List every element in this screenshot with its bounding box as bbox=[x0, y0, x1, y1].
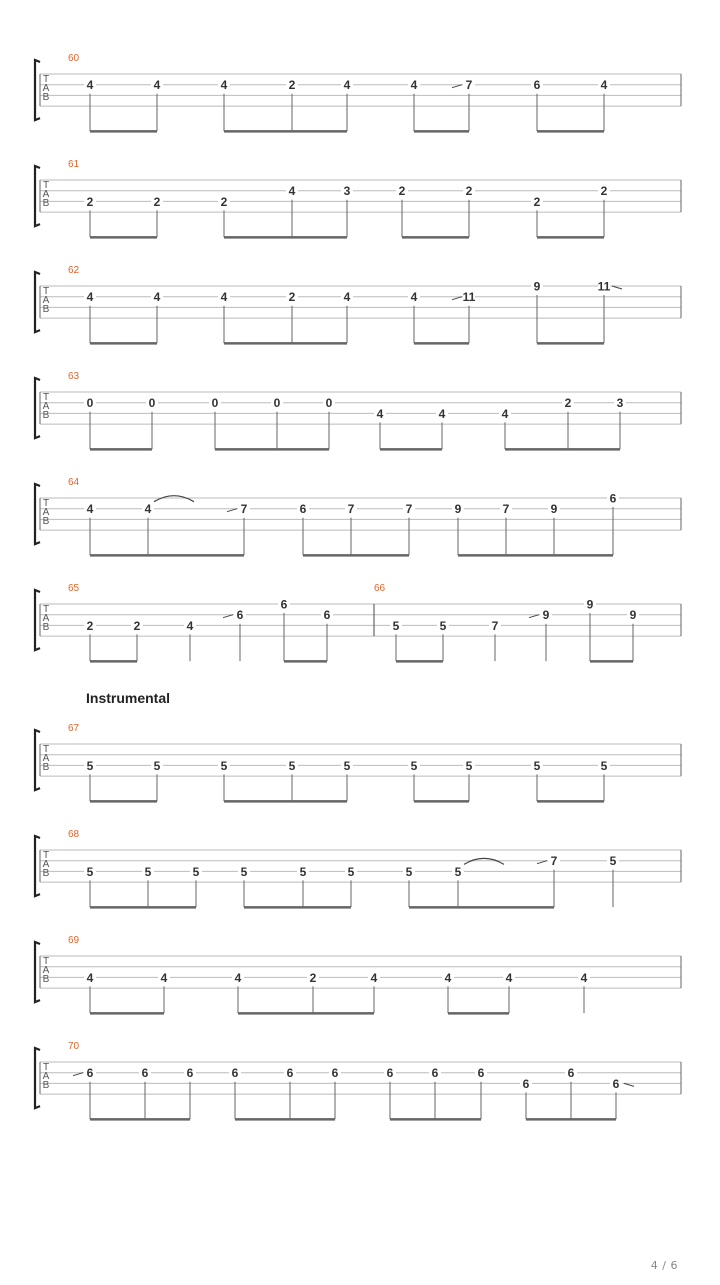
tie-arc bbox=[154, 496, 194, 502]
fret-number: 4 bbox=[86, 502, 94, 517]
beam bbox=[224, 236, 347, 239]
system-bracket bbox=[35, 1048, 40, 1108]
beam bbox=[396, 660, 443, 663]
measure-number: 68 bbox=[68, 829, 80, 840]
fret-number: 7 bbox=[550, 854, 558, 869]
tab-clef-letter: T bbox=[42, 392, 50, 403]
fret-number: 2 bbox=[533, 194, 541, 209]
tab-clef-letter: T bbox=[42, 604, 50, 615]
fret-number: 2 bbox=[398, 184, 406, 199]
fret-number: 3 bbox=[616, 396, 624, 411]
fret-number: 6 bbox=[323, 608, 331, 623]
fret-number: 4 bbox=[186, 618, 194, 633]
measure-number: 70 bbox=[68, 1041, 80, 1052]
fret-number: 4 bbox=[86, 290, 94, 305]
tab-clef-letter: T bbox=[42, 1062, 50, 1073]
tab-clef-letter: B bbox=[42, 762, 50, 773]
measure-number: 60 bbox=[68, 53, 80, 64]
beam bbox=[380, 448, 442, 451]
fret-number: 5 bbox=[240, 864, 248, 879]
tab-clef-letter: T bbox=[42, 74, 50, 85]
fret-number: 6 bbox=[280, 597, 288, 612]
fret-number: 4 bbox=[376, 406, 384, 421]
beam bbox=[90, 906, 196, 909]
beam bbox=[458, 554, 613, 557]
fret-number: 2 bbox=[86, 618, 94, 633]
tab-clef-letter: A bbox=[42, 1071, 50, 1082]
fret-number: 6 bbox=[86, 1066, 94, 1081]
beam bbox=[284, 660, 327, 663]
tab-clef-letter: T bbox=[42, 180, 50, 191]
tab-clef-letter: T bbox=[42, 744, 50, 755]
system-bracket bbox=[35, 836, 40, 896]
tab-clef-letter: A bbox=[42, 189, 50, 200]
beam bbox=[90, 800, 157, 803]
tie-arc bbox=[464, 858, 504, 864]
fret-number: 9 bbox=[542, 608, 550, 623]
beam bbox=[402, 236, 469, 239]
beam bbox=[90, 554, 244, 557]
fret-number: 6 bbox=[612, 1076, 620, 1091]
beam bbox=[90, 1012, 164, 1015]
fret-number: 4 bbox=[580, 970, 588, 985]
fret-number: 4 bbox=[234, 970, 242, 985]
fret-number: 6 bbox=[431, 1066, 439, 1081]
fret-number: 9 bbox=[454, 502, 462, 517]
system-bracket bbox=[35, 272, 40, 332]
fret-number: 6 bbox=[231, 1066, 239, 1081]
fret-number: 2 bbox=[288, 290, 296, 305]
beam bbox=[90, 342, 157, 345]
fret-number: 2 bbox=[564, 396, 572, 411]
tab-clef-letter: A bbox=[42, 83, 50, 94]
fret-number: 0 bbox=[211, 396, 219, 411]
fret-number: 6 bbox=[186, 1066, 194, 1081]
beam bbox=[90, 130, 157, 133]
beam bbox=[414, 800, 469, 803]
tab-clef-letter: A bbox=[42, 753, 50, 764]
tab-clef-letter: B bbox=[42, 1080, 50, 1091]
beam bbox=[224, 800, 347, 803]
fret-number: 4 bbox=[144, 502, 152, 517]
measure-number: 65 bbox=[68, 583, 80, 594]
fret-number: 5 bbox=[347, 864, 355, 879]
fret-number: 5 bbox=[410, 758, 418, 773]
fret-number: 0 bbox=[86, 396, 94, 411]
fret-number: 6 bbox=[236, 608, 244, 623]
beam bbox=[537, 342, 604, 345]
fret-number: 9 bbox=[586, 597, 594, 612]
fret-number: 4 bbox=[343, 290, 351, 305]
fret-number: 4 bbox=[160, 970, 168, 985]
fret-number: 5 bbox=[533, 758, 541, 773]
beam bbox=[537, 800, 604, 803]
fret-number: 4 bbox=[153, 78, 161, 93]
fret-number: 4 bbox=[370, 970, 378, 985]
fret-number: 6 bbox=[299, 502, 307, 517]
fret-number: 9 bbox=[550, 502, 558, 517]
system-bracket bbox=[35, 378, 40, 438]
beam bbox=[215, 448, 329, 451]
fret-number: 2 bbox=[465, 184, 473, 199]
fret-number: 4 bbox=[86, 970, 94, 985]
fret-number: 5 bbox=[153, 758, 161, 773]
beam bbox=[90, 660, 137, 663]
system-bracket bbox=[35, 942, 40, 1002]
beam bbox=[235, 1118, 335, 1121]
system-bracket bbox=[35, 166, 40, 226]
tab-clef-letter: B bbox=[42, 868, 50, 879]
fret-number: 2 bbox=[309, 970, 317, 985]
fret-number: 4 bbox=[153, 290, 161, 305]
beam bbox=[537, 236, 604, 239]
tab-clef-letter: T bbox=[42, 498, 50, 509]
beam bbox=[238, 1012, 374, 1015]
fret-number: 7 bbox=[465, 78, 473, 93]
fret-number: 4 bbox=[505, 970, 513, 985]
fret-number: 2 bbox=[133, 618, 141, 633]
tab-clef-letter: T bbox=[42, 956, 50, 967]
fret-number: 6 bbox=[522, 1076, 530, 1091]
tab-clef-letter: B bbox=[42, 92, 50, 103]
fret-number: 5 bbox=[405, 864, 413, 879]
tab-clef-letter: B bbox=[42, 410, 50, 421]
beam bbox=[414, 342, 469, 345]
beam bbox=[409, 906, 554, 909]
tab-clef-letter: A bbox=[42, 613, 50, 624]
fret-number: 5 bbox=[192, 864, 200, 879]
fret-number: 4 bbox=[410, 290, 418, 305]
beam bbox=[90, 236, 157, 239]
fret-number: 11 bbox=[462, 290, 476, 305]
beam bbox=[224, 130, 347, 133]
beam bbox=[526, 1118, 616, 1121]
tab-clef-letter: B bbox=[42, 622, 50, 633]
tab-clef-letter: A bbox=[42, 859, 50, 870]
tab-clef-letter: B bbox=[42, 198, 50, 209]
fret-number: 7 bbox=[491, 618, 499, 633]
fret-number: 0 bbox=[148, 396, 156, 411]
fret-number: 6 bbox=[386, 1066, 394, 1081]
beam bbox=[244, 906, 351, 909]
fret-number: 5 bbox=[343, 758, 351, 773]
fret-number: 4 bbox=[86, 78, 94, 93]
tab-clef-letter: T bbox=[42, 850, 50, 861]
fret-number: 6 bbox=[331, 1066, 339, 1081]
beam bbox=[390, 1118, 481, 1121]
fret-number: 5 bbox=[609, 854, 617, 869]
fret-number: 2 bbox=[220, 194, 228, 209]
fret-number: 4 bbox=[288, 184, 296, 199]
fret-number: 5 bbox=[86, 758, 94, 773]
beam bbox=[303, 554, 409, 557]
fret-number: 5 bbox=[144, 864, 152, 879]
fret-number: 4 bbox=[220, 78, 228, 93]
beam bbox=[537, 130, 604, 133]
fret-number: 5 bbox=[288, 758, 296, 773]
fret-number: 2 bbox=[600, 184, 608, 199]
tab-clef-letter: B bbox=[42, 516, 50, 527]
system-bracket bbox=[35, 730, 40, 790]
fret-number: 6 bbox=[609, 491, 617, 506]
system-bracket bbox=[35, 484, 40, 544]
measure-number: 64 bbox=[68, 477, 80, 488]
fret-number: 6 bbox=[567, 1066, 575, 1081]
measure-number: 63 bbox=[68, 371, 80, 382]
fret-number: 2 bbox=[153, 194, 161, 209]
beam bbox=[505, 448, 620, 451]
measure-number: 69 bbox=[68, 935, 80, 946]
tab-clef-letter: T bbox=[42, 286, 50, 297]
system-bracket bbox=[35, 60, 40, 120]
fret-number: 5 bbox=[439, 618, 447, 633]
measure-number: 67 bbox=[68, 723, 80, 734]
fret-number: 9 bbox=[629, 608, 637, 623]
tab-clef-letter: A bbox=[42, 401, 50, 412]
fret-number: 6 bbox=[477, 1066, 485, 1081]
fret-number: 9 bbox=[533, 279, 541, 294]
beam bbox=[414, 130, 469, 133]
fret-number: 5 bbox=[392, 618, 400, 633]
fret-number: 4 bbox=[410, 78, 418, 93]
fret-number: 5 bbox=[465, 758, 473, 773]
tab-clef-letter: B bbox=[42, 974, 50, 985]
tab-clef-letter: B bbox=[42, 304, 50, 315]
fret-number: 6 bbox=[533, 78, 541, 93]
fret-number: 4 bbox=[343, 78, 351, 93]
fret-number: 11 bbox=[597, 279, 611, 294]
fret-number: 2 bbox=[288, 78, 296, 93]
fret-number: 4 bbox=[444, 970, 452, 985]
fret-number: 0 bbox=[325, 396, 333, 411]
fret-number: 5 bbox=[600, 758, 608, 773]
measure-number: 61 bbox=[68, 159, 80, 170]
beam bbox=[224, 342, 347, 345]
fret-number: 4 bbox=[501, 406, 509, 421]
tab-clef-letter: A bbox=[42, 507, 50, 518]
measure-number: 66 bbox=[374, 583, 386, 594]
fret-number: 3 bbox=[343, 184, 351, 199]
tab-clef-letter: A bbox=[42, 965, 50, 976]
fret-number: 4 bbox=[600, 78, 608, 93]
fret-number: 5 bbox=[299, 864, 307, 879]
fret-number: 0 bbox=[273, 396, 281, 411]
fret-number: 7 bbox=[502, 502, 510, 517]
fret-number: 5 bbox=[454, 864, 462, 879]
page-number: 4 / 6 bbox=[650, 1259, 678, 1272]
beam bbox=[90, 448, 152, 451]
fret-number: 4 bbox=[220, 290, 228, 305]
beam bbox=[590, 660, 633, 663]
fret-number: 7 bbox=[405, 502, 413, 517]
fret-number: 7 bbox=[347, 502, 355, 517]
fret-number: 7 bbox=[240, 502, 248, 517]
fret-number: 5 bbox=[220, 758, 228, 773]
measure-number: 62 bbox=[68, 265, 80, 276]
tab-clef-letter: A bbox=[42, 295, 50, 306]
fret-number: 2 bbox=[86, 194, 94, 209]
fret-number: 6 bbox=[286, 1066, 294, 1081]
beam bbox=[448, 1012, 509, 1015]
beam bbox=[90, 1118, 190, 1121]
section-label: Instrumental bbox=[86, 690, 171, 706]
fret-number: 4 bbox=[438, 406, 446, 421]
fret-number: 5 bbox=[86, 864, 94, 879]
fret-number: 6 bbox=[141, 1066, 149, 1081]
system-bracket bbox=[35, 590, 40, 650]
